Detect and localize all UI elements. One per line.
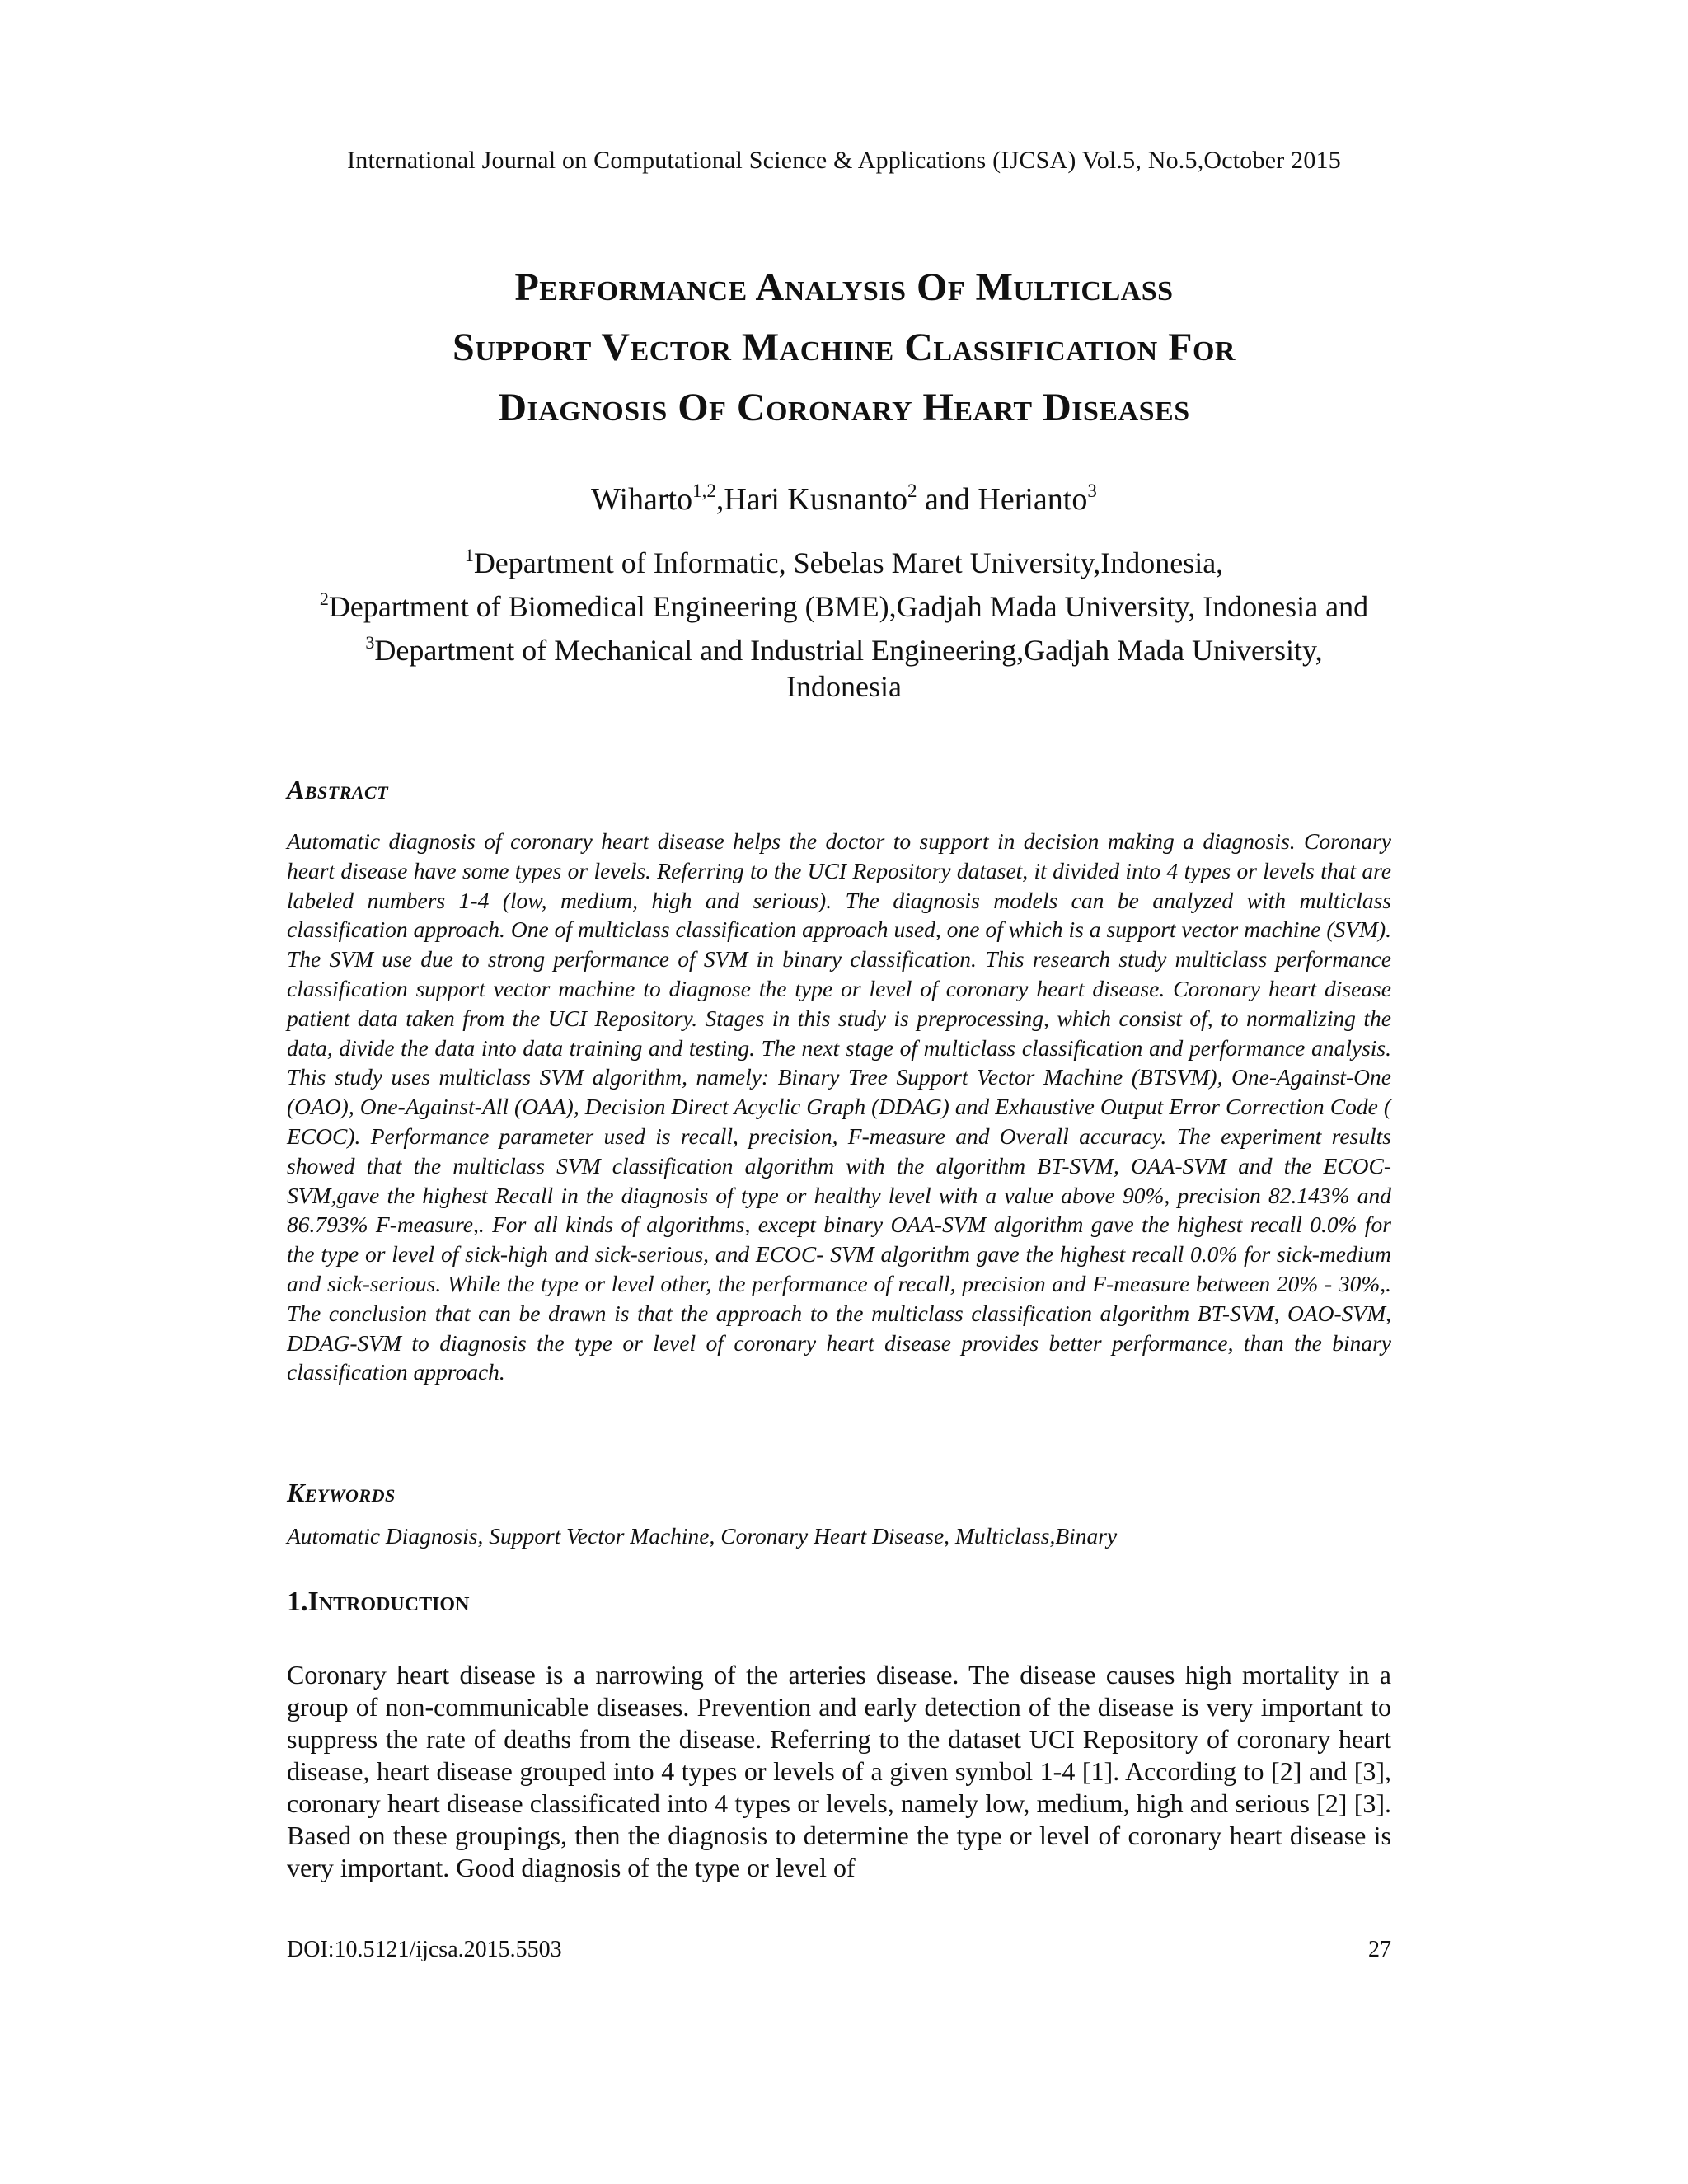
title-line-3: Diagnosis Of Coronary Heart Diseases (498, 386, 1190, 429)
abstract-text: Automatic diagnosis of coronary heart disease helps the doctor to support in decision making a diagnosis. Coronary heart disease have some types or levels. Referring to the UCI Repository dataset, it divided into 4 types or levels that are labeled numbers 1-4 (low, medium, high and serious). The diagnosis models can be analyzed with multiclass classification approach. One of multiclass classification approach used, one of which is a support vector machine (SVM). The SVM use due to strong performance of SVM in binary classification. This research study multiclass performance classification support vector machine to diagnose the type or level of coronary heart disease. Coronary heart disease patient data taken from the UCI Repository. Stages in this study is preprocessing, which consist of, to normalizing the data, divide the data into data training and testing. The next stage of multiclass classification and performance analysis. This study uses multiclass SVM algorithm, namely: Binary Tree Support Vector Machine (BTSVM), One-Against-One (OAO), One-Against-All (OAA), Decision Direct Acyclic Graph (DDAG) and Exhaustive Output Error Correction Code ( ECOC). Performance parameter used is recall, precision, F-measure and Overall accuracy. The experiment results showed that the multiclass SVM classification algorithm with the algorithm BT-SVM, OAA-SVM and the ECOC-SVM,gave the highest Recall in the diagnosis of type or healthy level with a value above 90%, precision 82.143% and 86.793% F-measure,. For all kinds of algorithms, except binary OAA-SVM algorithm gave the highest recall 0.0% for the type or level of sick-high and sick-serious, and ECOC- SVM algorithm gave the highest recall 0.0% for sick-medium and sick-serious. While the type or level other, the performance of recall, precision and F-measure between 20% - 30%,. The conclusion that can be drawn is that the approach to the multiclass classification algorithm BT-SVM, OAO-SVM, DDAG-SVM to diagnosis the type or level of coronary heart disease provides better performance, than the binary classification approach. (287, 828, 1391, 1385)
title-line-1: Performance Analysis Of Multiclass (514, 265, 1174, 309)
footer-doi: DOI:10.5121/ijcsa.2015.5503 (287, 1937, 562, 1962)
introduction-heading: 1.Introduction (287, 1586, 470, 1617)
abstract-heading: Abstract (287, 775, 389, 804)
author-name-2: ,Hari Kusnanto (715, 482, 908, 517)
affiliation-2 (247, 581, 1441, 625)
title-line-2: Support Vector Machine Classification For (452, 326, 1236, 369)
introduction-text: Coronary heart disease is a narrowing of the arteries disease. The disease causes high mortality in a group of non-communicable diseases. Prevention and early detection of the disease is very important to suppress the rate of deaths from the disease. Referring to the dataset UCI Repository of coronary heart disease, heart disease grouped into 4 types or levels of a given symbol 1-4 [1]. According to [2] and [3], coronary heart disease classificated into 4 types or levels, namely low, medium, high and serious [2] [3]. Based on these groupings, then the diagnosis to determine the type or level of coronary heart disease is very important. Good diagnosis of the type or level of (287, 1660, 1391, 1882)
author-sup-2: 2 (907, 480, 917, 501)
affiliation-sup-2: 2 (319, 588, 329, 609)
journal-header: International Journal on Computational Science & Applications (IJCSA) Vol.5, No.5,October 2015 (347, 147, 1341, 174)
affiliation-text-1: Department of Informatic, Sebelas Maret University,Indonesia, (473, 546, 1224, 579)
page-number: 27 (1368, 1937, 1391, 1962)
author-sup-1: 1,2 (692, 480, 716, 501)
author-name-3: and Herianto (917, 482, 1088, 517)
keywords-text: Automatic Diagnosis, Support Vector Machine, Coronary Heart Disease, Multiclass,Binary (287, 1523, 1118, 1549)
author-name-1: Wiharto (591, 482, 693, 517)
affiliation-sup-1: 1 (464, 545, 474, 565)
affiliations (247, 537, 1441, 705)
paper-title (185, 257, 1503, 438)
author-sup-3: 3 (1087, 480, 1097, 501)
author-line (0, 480, 1688, 518)
affiliation-3-continued: Indonesia (786, 670, 902, 703)
affiliation-sup-3: 3 (365, 632, 375, 653)
affiliation-text-2: Department of Biomedical Engineering (BME),Gadjah Mada University, Indonesia and (328, 590, 1369, 623)
affiliation-3 (247, 625, 1441, 668)
affiliation-text-3: Department of Mechanical and Industrial Engineering,Gadjah Mada University, (374, 634, 1323, 667)
keywords-heading: Keywords (287, 1478, 396, 1507)
affiliation-1 (247, 537, 1441, 581)
